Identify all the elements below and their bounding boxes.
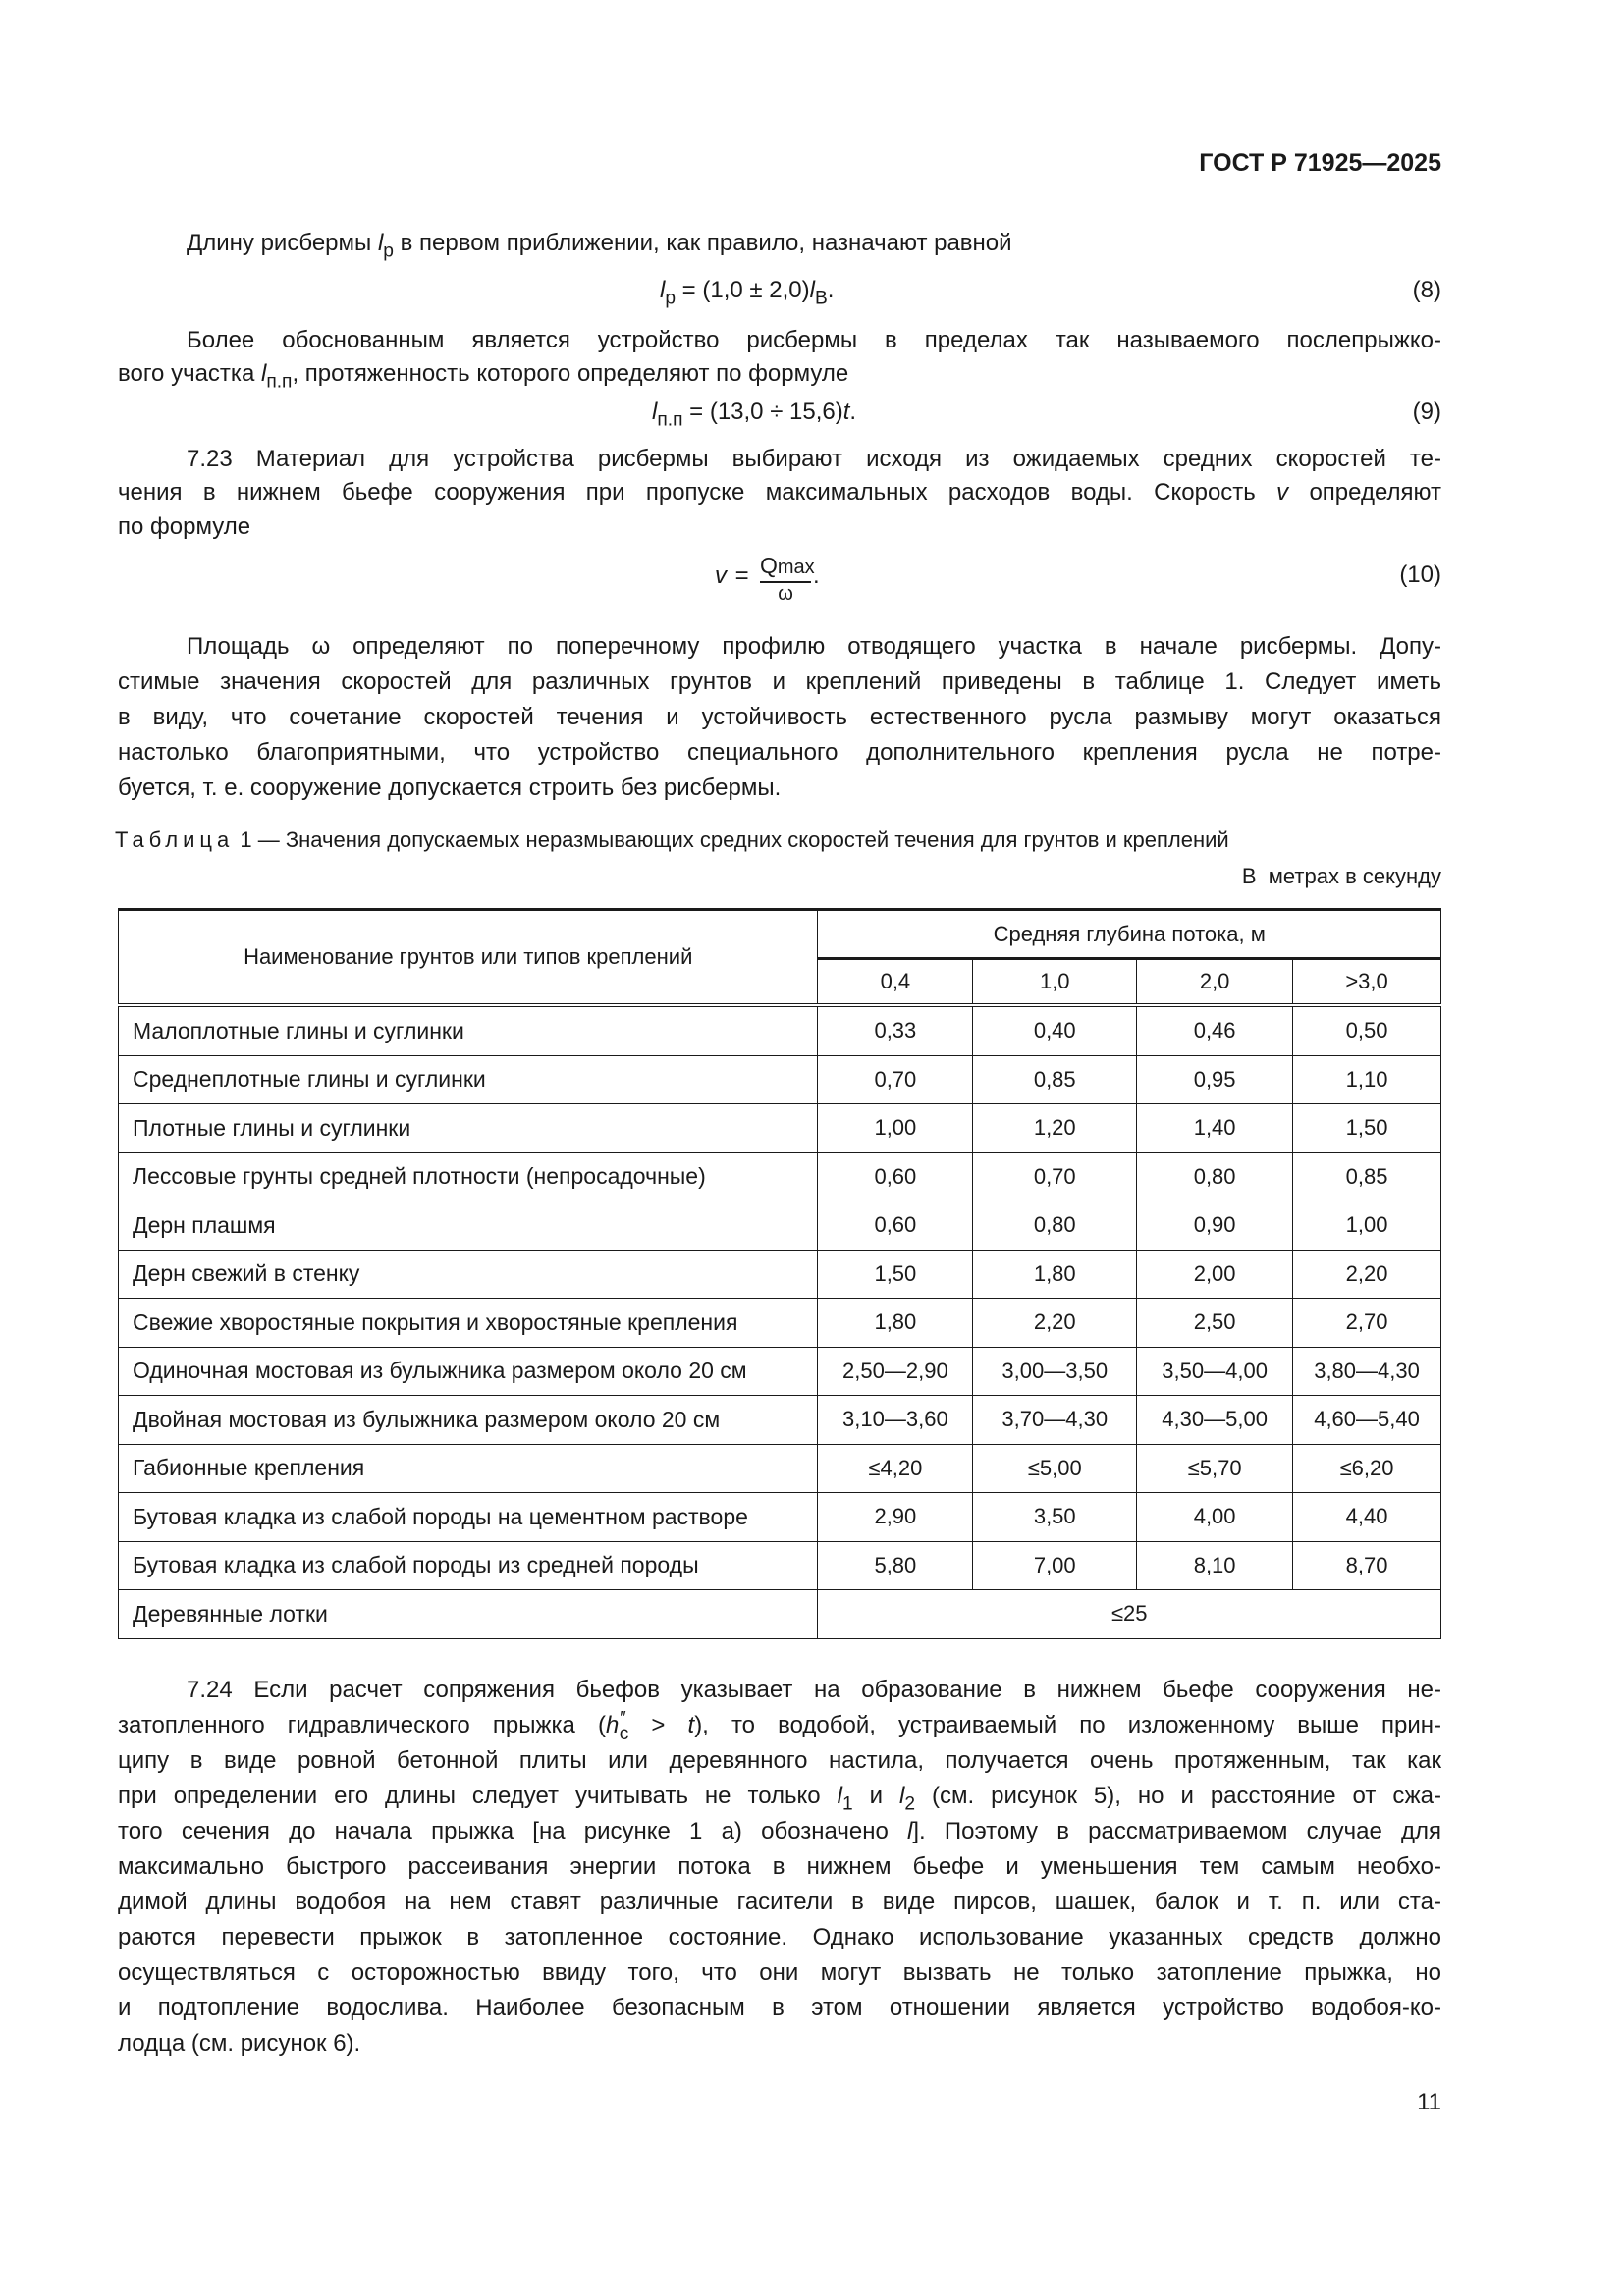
paragraph-line: раются перевести прыжок в затопленное состояние. Однако использование указанных средств должно bbox=[118, 1924, 1441, 1950]
cell-velocity: 2,90 bbox=[818, 1493, 973, 1542]
cell-velocity: 4,60—5,40 bbox=[1293, 1396, 1441, 1445]
table-row bbox=[119, 1055, 1441, 1104]
table-row bbox=[119, 1541, 1441, 1590]
table-units: В метрах в секунду bbox=[1241, 864, 1441, 888]
paragraph-line: Длину рисбермы $l_р$ в первом приближении, как правило, назначают равной bbox=[187, 230, 1012, 262]
cell-material: Одиночная мостовая из булыжника размером около 20 см bbox=[119, 1347, 818, 1396]
cell-velocity: 0,50 bbox=[1293, 1005, 1441, 1055]
paragraph-line: и подтопление водослива. Наиболее безопасным в этом отношении является устройство водобоя-ко- bbox=[118, 1995, 1441, 2021]
paragraph-line: затопленного гидравлического прыжка $(h''_с > t)$, то водобой, устраиваемый по изложенному выше прин- bbox=[118, 1708, 1442, 1744]
cell-velocity: 1,00 bbox=[1293, 1201, 1441, 1251]
cell-velocity: 0,60 bbox=[818, 1201, 973, 1251]
cell-velocity: 4,00 bbox=[1137, 1493, 1293, 1542]
cell-material: Дерн свежий в стенку bbox=[119, 1250, 818, 1299]
cell-material: Плотные глины и суглинки bbox=[119, 1104, 818, 1153]
cell-velocity: ≤6,20 bbox=[1293, 1444, 1441, 1493]
paragraph-line: вого участка $l_{п.п}$, протяженность которого определяют по формуле bbox=[118, 360, 849, 393]
cell-velocity: 0,33 bbox=[818, 1005, 973, 1055]
cell-velocity: ≤25 bbox=[818, 1590, 1441, 1639]
cell-velocity: 0,85 bbox=[1293, 1152, 1441, 1201]
table-row bbox=[119, 1347, 1441, 1396]
cell-material: Габионные крепления bbox=[119, 1444, 818, 1493]
cell-velocity: 1,40 bbox=[1137, 1104, 1293, 1153]
cell-material: Деревянные лотки bbox=[119, 1590, 818, 1639]
cell-velocity: 0,80 bbox=[973, 1201, 1137, 1251]
cell-velocity: 0,70 bbox=[818, 1055, 973, 1104]
paragraph-line: димой длины водобоя на нем ставят различные гасители в виде пирсов, шашек, балок и т. п. или ста- bbox=[118, 1889, 1441, 1915]
equation-number: (9) bbox=[1412, 399, 1441, 425]
table-row bbox=[119, 1250, 1441, 1299]
equation-number: (10) bbox=[1399, 561, 1441, 588]
cell-material: Бутовая кладка из слабой породы из средней породы bbox=[119, 1541, 818, 1590]
paragraph-line: ципу в виде ровной бетонной плиты или деревянного настила, получается очень протяженным, так как bbox=[118, 1747, 1441, 1774]
cell-velocity: 3,50 bbox=[973, 1493, 1137, 1542]
cell-velocity: 0,60 bbox=[818, 1152, 973, 1201]
paragraph-line: осуществляться с осторожностью ввиду того, что они могут вызвать не только затопление прыжка, но bbox=[118, 1959, 1441, 1986]
table-row bbox=[119, 1005, 1441, 1055]
cell-velocity: 2,50 bbox=[1137, 1299, 1293, 1348]
table-row bbox=[119, 1299, 1441, 1348]
cell-material: Малоплотные глины и суглинки bbox=[119, 1005, 818, 1055]
formula-8: $l_р = (1,0 \pm 2,0)l_В$. bbox=[660, 277, 835, 309]
cell-velocity: 1,10 bbox=[1293, 1055, 1441, 1104]
cell-velocity: 4,40 bbox=[1293, 1493, 1441, 1542]
cell-material: Бутовая кладка из слабой породы на цементном растворе bbox=[119, 1493, 818, 1542]
paragraph-line: Площадь ω определяют по поперечному профилю отводящего участка в начале рисбермы. Допу- bbox=[187, 633, 1441, 660]
cell-velocity: 1,20 bbox=[973, 1104, 1137, 1153]
column-header-depth: 0,4 bbox=[818, 959, 973, 1006]
formula-9: $l_{п.п} = (13,0 \div 15,6)t$. bbox=[652, 399, 857, 431]
cell-velocity: ≤4,20 bbox=[818, 1444, 973, 1493]
cell-material: Свежие хворостяные покрытия и хворостяные крепления bbox=[119, 1299, 818, 1348]
table-row bbox=[119, 1396, 1441, 1445]
paragraph-line: при определении его длины следует учитывать не только $l_1$ и $l_2$ (см. рисунок 5), но и расстояние от сжа- bbox=[118, 1783, 1441, 1815]
paragraph-line: в виду, что сочетание скоростей течения и устойчивость естественного русла размыву могут оказаться bbox=[118, 704, 1441, 730]
paragraph-line: 7.23 Материал для устройства рисбермы выбирают исходя из ожидаемых средних скоростей те- bbox=[187, 446, 1441, 472]
table-row bbox=[119, 1201, 1441, 1251]
cell-velocity: 3,70—4,30 bbox=[973, 1396, 1137, 1445]
column-group-header: Средняя глубина потока, м bbox=[818, 910, 1441, 959]
column-header-depth: >3,0 bbox=[1293, 959, 1441, 1006]
cell-velocity: 0,85 bbox=[973, 1055, 1137, 1104]
cell-velocity: 0,40 bbox=[973, 1005, 1137, 1055]
cell-velocity: 2,20 bbox=[1293, 1250, 1441, 1299]
paragraph-line: максимально быстрого рассеивания энергии потока в нижнем бьефе и уменьшения тем самым необхо- bbox=[118, 1853, 1441, 1880]
cell-material: Двойная мостовая из булыжника размером около 20 см bbox=[119, 1396, 818, 1445]
cell-velocity: 0,70 bbox=[973, 1152, 1137, 1201]
cell-velocity: 3,10—3,60 bbox=[818, 1396, 973, 1445]
paragraph-line: настолько благоприятными, что устройство специального дополнительного крепления русла не потре- bbox=[118, 739, 1441, 766]
table-row bbox=[119, 1444, 1441, 1493]
cell-velocity: 0,80 bbox=[1137, 1152, 1293, 1201]
cell-velocity: 0,90 bbox=[1137, 1201, 1293, 1251]
cell-velocity: 3,00—3,50 bbox=[973, 1347, 1137, 1396]
cell-velocity: 7,00 bbox=[973, 1541, 1137, 1590]
column-header-depth: 2,0 bbox=[1137, 959, 1293, 1006]
table-row bbox=[119, 1590, 1441, 1639]
paragraph-line: Более обоснованным является устройство рисбермы в пределах так называемого послепрыжко- bbox=[187, 327, 1441, 353]
cell-material: Среднеплотные глины и суглинки bbox=[119, 1055, 818, 1104]
cell-velocity: 1,80 bbox=[818, 1299, 973, 1348]
paragraph-line: стимые значения скоростей для различных грунтов и креплений приведены в таблице 1. Следует иметь bbox=[118, 668, 1441, 695]
cell-velocity: 8,10 bbox=[1137, 1541, 1293, 1590]
cell-velocity: 3,80—4,30 bbox=[1293, 1347, 1441, 1396]
page-number: 11 bbox=[1417, 2089, 1441, 2115]
cell-material: Дерн плашмя bbox=[119, 1201, 818, 1251]
column-header-depth: 1,0 bbox=[973, 959, 1137, 1006]
cell-velocity: 2,20 bbox=[973, 1299, 1137, 1348]
cell-velocity: ≤5,70 bbox=[1137, 1444, 1293, 1493]
cell-velocity: 0,95 bbox=[1137, 1055, 1293, 1104]
cell-material: Лессовые грунты средней плотности (непросадочные) bbox=[119, 1152, 818, 1201]
table-row bbox=[119, 1104, 1441, 1153]
paragraph-line: того сечения до начала прыжка [на рисунке 1 а) обозначено l]. Поэтому в рассматриваемом случае для bbox=[118, 1818, 1442, 1844]
cell-velocity: 1,50 bbox=[818, 1250, 973, 1299]
cell-velocity: ≤5,00 bbox=[973, 1444, 1137, 1493]
cell-velocity: 1,00 bbox=[818, 1104, 973, 1153]
cell-velocity: 5,80 bbox=[818, 1541, 973, 1590]
cell-velocity: 4,30—5,00 bbox=[1137, 1396, 1293, 1445]
cell-velocity: 2,50—2,90 bbox=[818, 1347, 973, 1396]
cell-velocity: 2,70 bbox=[1293, 1299, 1441, 1348]
cell-velocity: 3,50—4,00 bbox=[1137, 1347, 1293, 1396]
paragraph-line: 7.24 Если расчет сопряжения бьефов указывает на образование в нижнем бьефе сооружения не- bbox=[187, 1677, 1441, 1703]
equation-number: (8) bbox=[1412, 277, 1441, 303]
cell-velocity: 2,00 bbox=[1137, 1250, 1293, 1299]
column-header-name: Наименование грунтов или типов креплений bbox=[119, 910, 818, 1006]
velocity-table bbox=[118, 908, 1441, 1639]
paragraph-line: чения в нижнем бьефе сооружения при пропуске максимальных расходов воды. Скорость v определяют bbox=[118, 479, 1441, 506]
paragraph-line: по формуле bbox=[118, 513, 251, 540]
cell-velocity: 1,50 bbox=[1293, 1104, 1441, 1153]
document-code: ГОСТ Р 71925—2025 bbox=[1199, 149, 1441, 177]
table-row bbox=[119, 1493, 1441, 1542]
table-caption: Таблица 1 — Значения допускаемых неразмывающих средних скоростей течения для грунтов и креплений bbox=[115, 828, 1229, 852]
paragraph-line: лодца (см. рисунок 6). bbox=[118, 2030, 361, 2056]
table-row bbox=[119, 1152, 1441, 1201]
cell-velocity: 1,80 bbox=[973, 1250, 1137, 1299]
cell-velocity: 0,46 bbox=[1137, 1005, 1293, 1055]
cell-velocity: 8,70 bbox=[1293, 1541, 1441, 1590]
paragraph-line: буется, т. е. сооружение допускается строить без рисбермы. bbox=[118, 774, 782, 801]
